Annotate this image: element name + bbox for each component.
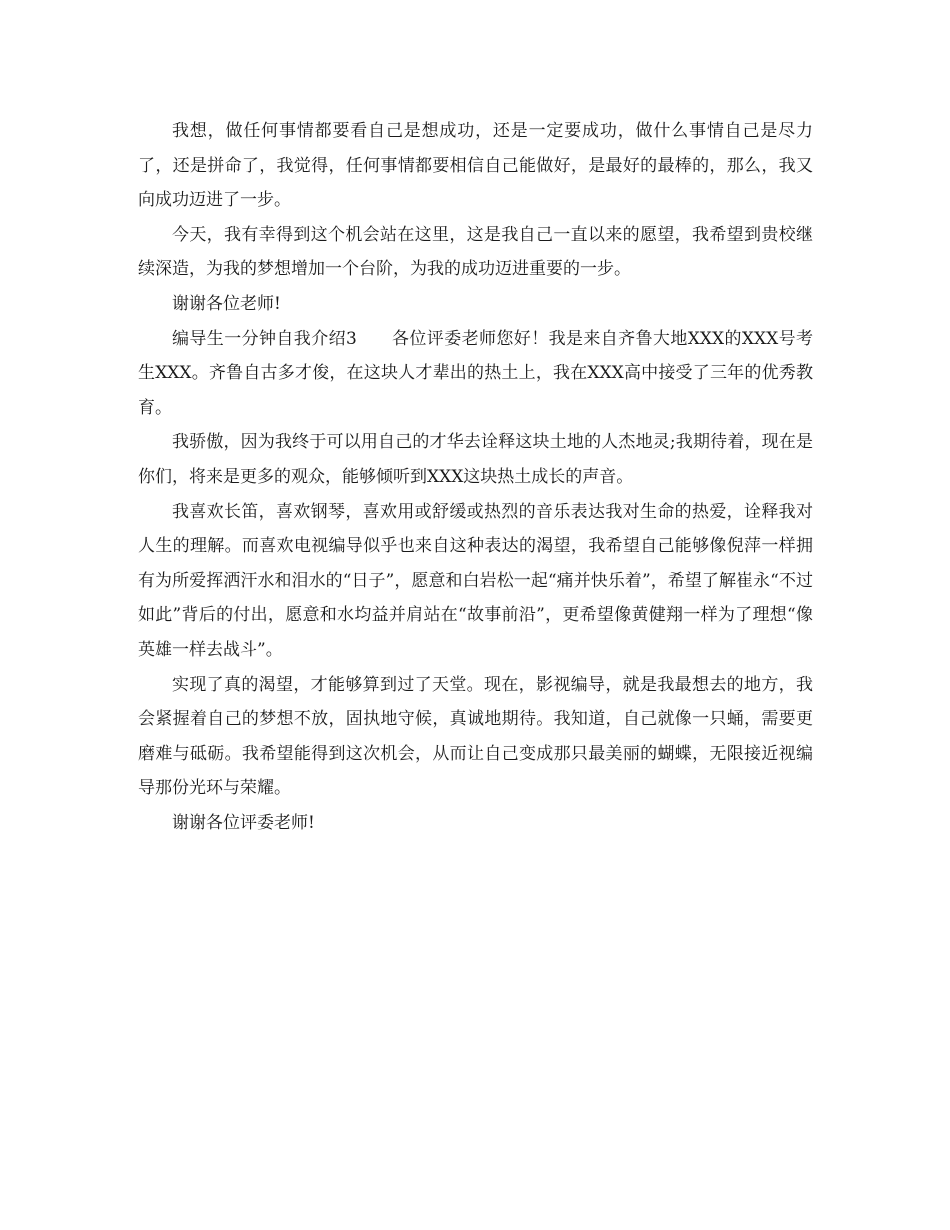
paragraph-1: 我想，做任何事情都要看自己是想成功，还是一定要成功，做什么事情自己是尽力了，还是拼命了，我觉得，任何事情都要相信自己能做好，是最好的最棒的，那么，我又向成功迈进了一步。	[138, 121, 813, 211]
paragraph-7: 实现了真的渴望，才能够算到过了天堂。现在，影视编导，就是我最想去的地方，我会紧握着自己的梦想不放，固执地守候，真诚地期待。我知道，自己就像一只蛹，需要更磨难与砥砺。我希望能得到这次机会，从而让自己变成那只最美丽的蝴蝶，无限接近视编导那份光环与荣耀。	[138, 674, 813, 799]
document-body	[138, 114, 813, 840]
paragraph-6: 我喜欢长笛，喜欢钢琴，喜欢用或舒缓或热烈的音乐表达我对生命的热爱，诠释我对人生的理解。而喜欢电视编导似乎也来自这种表达的渴望，我希望自己能够像倪萍一样拥有为所爱挥洒汗水和泪水的“日子”，愿意和白岩松一起“痛并快乐着”，希望了解崔永“不过如此”背后的付出，愿意和水均益并肩站在“故事前沿”，更希望像黄健翔一样为了理想“像英雄一样去战斗”。	[138, 501, 813, 660]
paragraph-4: 编导生一分钟自我介绍3 各位评委老师您好！我是来自齐鲁大地XXX的XXX号考生XXX。齐鲁自古多才俊，在这块人才辈出的热土上，我在XXX高中接受了三年的优秀教育。	[138, 328, 813, 418]
paragraph-5: 我骄傲，因为我终于可以用自己的才华去诠释这块土地的人杰地灵;我期待着，现在是你们，将来是更多的观众，能够倾听到XXX这块热土成长的声音。	[138, 432, 813, 487]
paragraph-3: 谢谢各位老师!	[172, 293, 281, 314]
paragraph-8: 谢谢各位评委老师!	[172, 812, 315, 833]
paragraph-2: 今天，我有幸得到这个机会站在这里，这是我自己一直以来的愿望，我希望到贵校继续深造，为我的梦想增加一个台阶，为我的成功迈进重要的一步。	[138, 224, 813, 280]
